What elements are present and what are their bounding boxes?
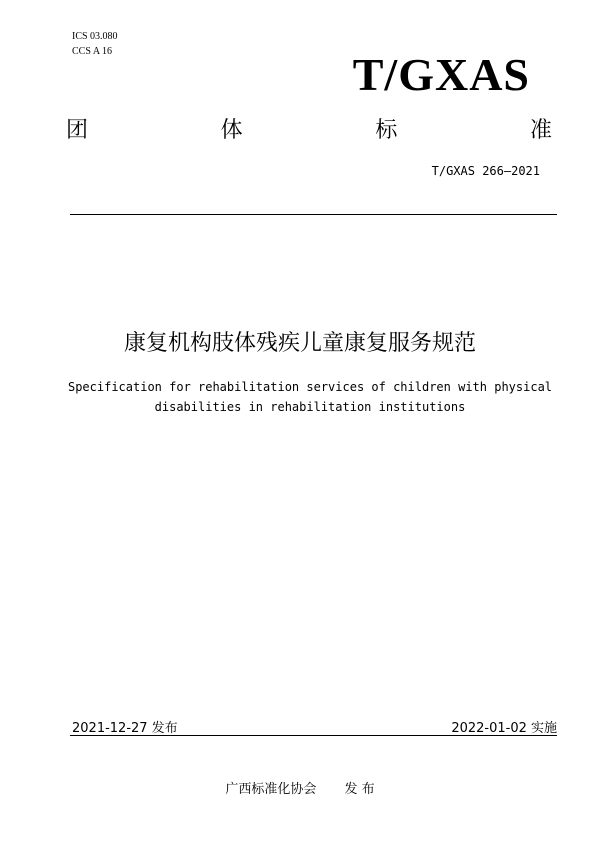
release-date: 2021-12-27 发布: [72, 721, 178, 736]
standard-type-heading: [66, 116, 552, 146]
standard-type-char: 准: [529, 118, 552, 143]
chinese-title: 康复机构肢体残疾儿童康复服务规范: [123, 331, 476, 356]
standard-logo: T/GXAS: [352, 49, 530, 100]
classification-codes: [72, 29, 118, 59]
english-title-line: disabilities in rehabilitation institutions: [154, 400, 466, 414]
issue-label: 发 布: [344, 782, 375, 797]
standard-type-char: 体: [220, 118, 243, 143]
standard-type-char: 团: [66, 118, 89, 143]
english-title: [40, 377, 580, 417]
header-divider: [70, 214, 557, 215]
standard-type-char: 标: [375, 118, 398, 143]
issuer-name: 广西标准化协会: [225, 782, 317, 797]
ccs-code: CCS A 16: [72, 46, 113, 57]
standard-number: T/GXAS 266—2021: [431, 164, 540, 178]
ics-code: ICS 03.080: [72, 31, 118, 42]
english-title-line: Specification for rehabilitation services of children with physical: [67, 380, 553, 394]
date-row: [72, 717, 557, 736]
footer-divider: [70, 735, 557, 736]
implementation-date: 2022-01-02 实施: [451, 721, 557, 736]
issuer-line: [0, 778, 600, 797]
